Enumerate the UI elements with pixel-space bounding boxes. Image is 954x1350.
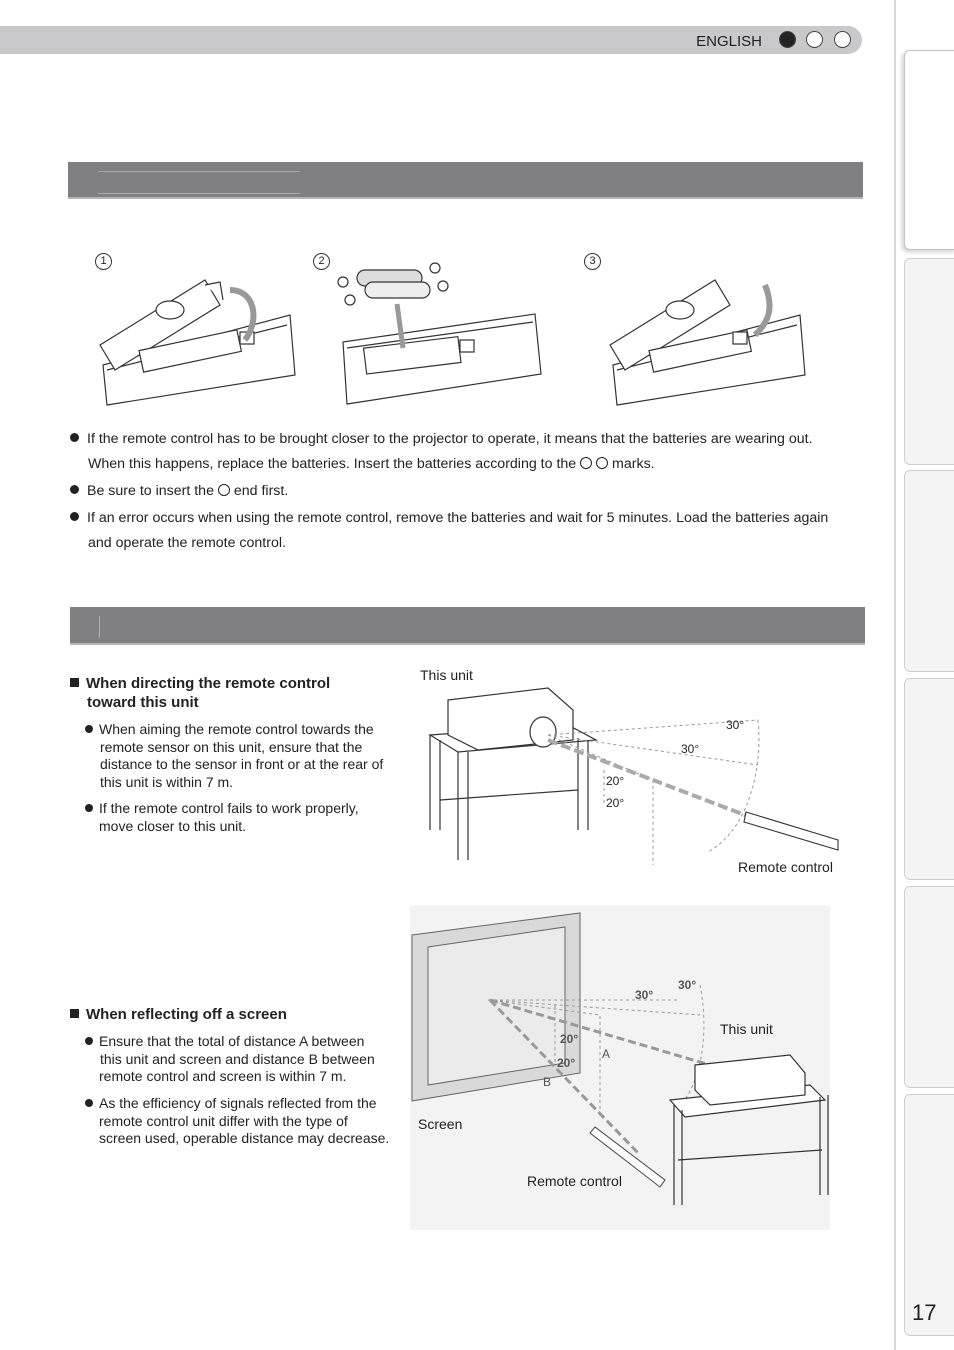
bullet-icon: [85, 1037, 93, 1045]
battery-note-1: [70, 427, 870, 452]
bullet-icon: [85, 804, 93, 812]
language-indicator-empty-1: [806, 31, 823, 48]
angle-label: 20°: [606, 796, 625, 810]
direct-bullet-2: If the remote control fails to work properly, move closer to this unit.: [85, 800, 405, 835]
chapter-tab-active[interactable]: [904, 50, 954, 250]
chapter-tab[interactable]: [904, 470, 954, 672]
section-bar-rule: [99, 616, 100, 638]
reflect-heading: [70, 1005, 400, 1024]
label-screen: Screen: [418, 1116, 463, 1132]
square-bullet-icon: [70, 1009, 79, 1018]
label-this-unit: This unit: [720, 1021, 773, 1037]
label-remote-control: Remote control: [527, 1173, 622, 1189]
direct-heading: [70, 674, 400, 712]
section-bar-rule: [98, 171, 300, 172]
minus-mark-icon: [218, 484, 230, 496]
reflect-bullet-2: As the efficiency of signals reflected from the remote control unit differ with the type of screen used, operable distance may decrease.: [85, 1095, 405, 1148]
language-label: ENGLISH: [696, 33, 762, 50]
note-text: If an error occurs when using the remote control, remove the batteries and wait for 5 minutes. Load the batteries again: [87, 510, 829, 526]
angle-label: 20°: [557, 1056, 576, 1070]
battery-insert-illustration: [335, 262, 550, 410]
direct-range-diagram: [418, 680, 848, 870]
step-number: 3: [584, 253, 601, 270]
language-indicator-empty-2: [834, 31, 851, 48]
battery-cover-open-illustration: [95, 270, 300, 410]
heading-text: When reflecting off a screen: [86, 1006, 287, 1023]
note-text: When this happens, replace the batteries. Insert the batteries according to the: [88, 456, 577, 472]
distance-label-a: A: [602, 1047, 611, 1061]
section-bar-range: [70, 607, 865, 645]
page-number: 17: [912, 1300, 937, 1325]
heading-text: toward this unit: [87, 694, 199, 711]
chapter-tab[interactable]: [904, 258, 954, 465]
bullet-icon: [85, 725, 93, 733]
angle-label: 30°: [678, 978, 697, 992]
battery-note-2: [70, 479, 870, 504]
language-indicator-filled: [779, 31, 796, 48]
chapter-tabs: [894, 0, 954, 1350]
bullet-icon: [70, 485, 79, 494]
plus-mark-icon: [580, 457, 592, 469]
chapter-tab[interactable]: [904, 678, 954, 880]
label-this-unit: This unit: [420, 667, 473, 683]
step-number: 1: [95, 253, 112, 270]
section-bar-rule: [98, 193, 300, 194]
direct-bullet-1: When aiming the remote control towards the remote sensor on this unit, ensure that the distance to the sensor in front or at the rear of this unit is within 7 m.: [85, 721, 405, 791]
square-bullet-icon: [70, 678, 79, 687]
label-remote-control: Remote control: [738, 859, 833, 875]
bullet-icon: [85, 1099, 93, 1107]
note-text: end first.: [233, 483, 289, 499]
angle-label: 30°: [681, 742, 700, 756]
minus-mark-icon: [596, 457, 608, 469]
battery-note-3: [70, 506, 870, 531]
chapter-tab[interactable]: [904, 886, 954, 1088]
bullet-icon: [70, 512, 79, 521]
note-text: If the remote control has to be brought closer to the projector to operate, it means that the batteries are wearing out.: [87, 431, 813, 447]
battery-note-3-cont: and operate the remote control.: [88, 535, 286, 551]
distance-label-b: B: [543, 1075, 552, 1089]
battery-cover-close-illustration: [605, 270, 810, 410]
angle-label: 20°: [560, 1032, 579, 1046]
battery-note-1-cont: [88, 452, 888, 477]
step-number: 2: [313, 253, 330, 270]
angle-label: 20°: [606, 774, 625, 788]
note-text: marks.: [612, 456, 655, 472]
note-text: Be sure to insert the: [87, 483, 214, 499]
angle-label: 30°: [726, 718, 745, 732]
bullet-icon: [70, 433, 79, 442]
heading-text: When directing the remote control: [86, 675, 331, 692]
reflect-bullet-1: Ensure that the total of distance A between this unit and screen and distance B between remote control and screen is within 7 m.: [85, 1033, 405, 1086]
angle-label: 30°: [635, 988, 654, 1002]
